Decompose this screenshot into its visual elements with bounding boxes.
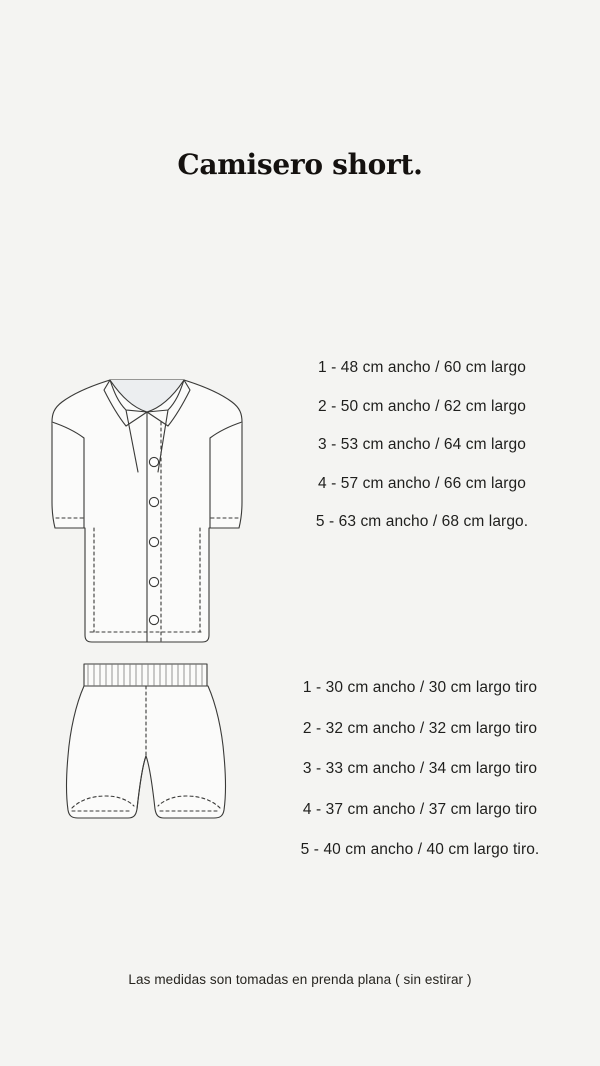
measurement-line: 5 - 40 cm ancho / 40 cm largo tiro. bbox=[300, 841, 540, 858]
measurement-line: 1 - 48 cm ancho / 60 cm largo bbox=[318, 359, 526, 376]
garment-illustrations bbox=[22, 352, 272, 872]
shirt-icon bbox=[52, 380, 242, 642]
shorts-icon bbox=[67, 664, 226, 818]
shorts-measurements bbox=[250, 680, 590, 858]
measurement-line: 4 - 37 cm ancho / 37 cm largo tiro bbox=[302, 800, 538, 818]
page-title: Camisero short. bbox=[177, 148, 423, 181]
measurement-line: 2 - 32 cm ancho / 32 cm largo tiro bbox=[302, 719, 538, 737]
measurement-line: 2 - 50 cm ancho / 62 cm largo bbox=[318, 397, 526, 415]
measurement-line: 5 - 63 cm ancho / 68 cm largo. bbox=[315, 513, 529, 530]
shirt-measurements bbox=[262, 360, 582, 530]
garment-technical-drawing bbox=[22, 352, 272, 872]
footnote: Las medidas son tomadas en prenda plana ( sin estirar ) bbox=[128, 972, 472, 987]
measurement-line: 3 - 33 cm ancho / 34 cm largo tiro bbox=[302, 760, 538, 777]
measurement-line: 1 - 30 cm ancho / 30 cm largo tiro bbox=[302, 679, 538, 696]
measurement-line: 4 - 57 cm ancho / 66 cm largo bbox=[318, 474, 526, 492]
measurement-line: 3 - 53 cm ancho / 64 cm largo bbox=[318, 436, 526, 453]
